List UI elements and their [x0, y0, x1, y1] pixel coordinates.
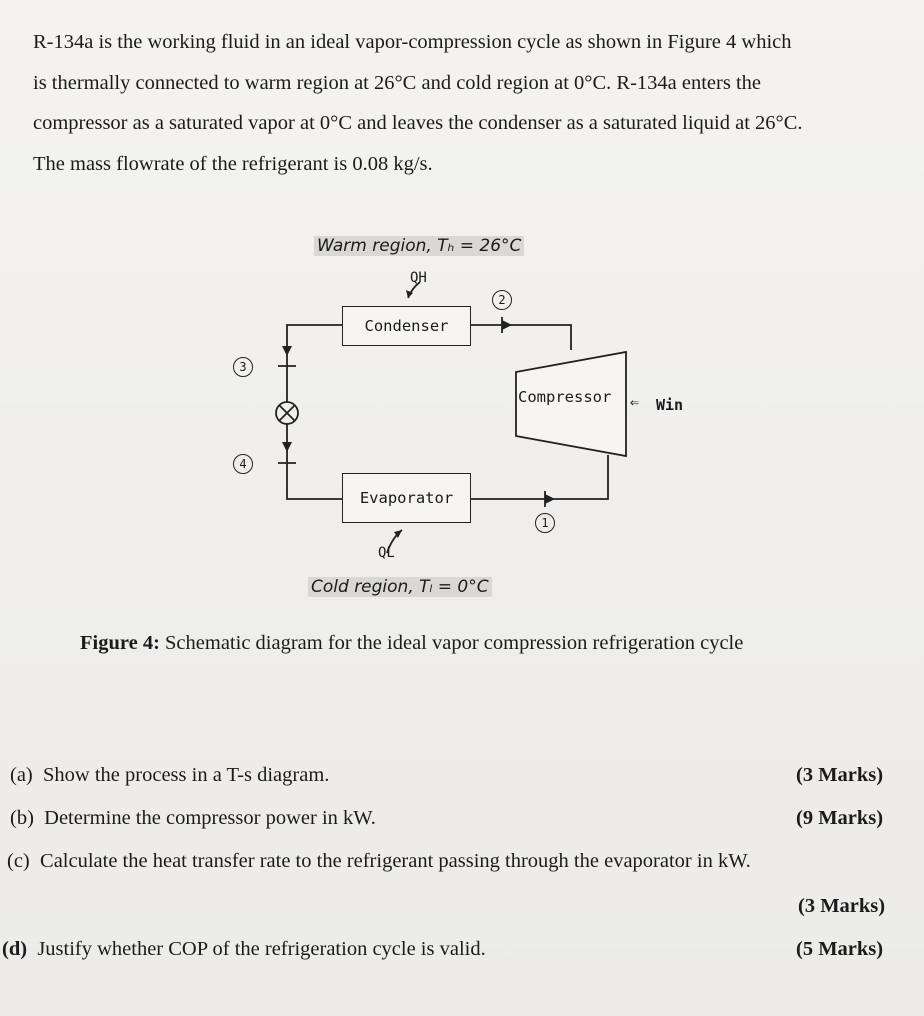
figure-caption-label: Figure 4:: [80, 632, 160, 654]
figure-caption: [80, 632, 743, 655]
question-c-text: Calculate the heat transfer rate to the refrigerant passing through the evaporator in kW.: [40, 850, 751, 872]
question-a: [10, 764, 329, 787]
state-3-marker: 3: [233, 357, 253, 377]
question-c-label: (c): [7, 850, 30, 872]
intro-line-1: R-134a is the working fluid in an ideal vapor-compression cycle as shown in Figure 4 which: [33, 31, 792, 53]
heat-rejected-label: QH: [410, 270, 427, 286]
warm-region-label: Warm region, Tₕ = 26°C: [314, 236, 524, 256]
question-d: [2, 938, 486, 961]
intro-line-2: is thermally connected to warm region at 26°C and cold region at 0°C. R-134a enters the: [33, 71, 762, 94]
heat-absorbed-label: QL: [378, 545, 395, 561]
state-2-marker: 2: [492, 290, 512, 310]
evaporator-box: [342, 473, 471, 523]
question-b-text: Determine the compressor power in kW.: [44, 807, 376, 829]
question-b: [10, 807, 376, 830]
question-d-text: Justify whether COP of the refrigeration cycle is valid.: [37, 938, 486, 960]
condenser-box: [342, 306, 471, 346]
condenser-label: Condenser: [364, 317, 449, 335]
question-d-marks: (5 Marks): [796, 938, 884, 960]
work-input-arrow: ⇐: [630, 393, 640, 411]
cold-region-label: Cold region, Tₗ = 0°C: [308, 577, 492, 597]
intro-line-3: compressor as a saturated vapor at 0°C and leaves the condenser as a saturated liquid at 26°C.: [33, 112, 803, 134]
state-1-marker: 1: [535, 513, 555, 533]
figure-caption-text: Schematic diagram for the ideal vapor compression refrigeration cycle: [159, 632, 744, 654]
state-4-marker: 4: [233, 454, 253, 474]
question-c-marks: (3 Marks): [798, 895, 886, 917]
question-c: [7, 850, 751, 873]
intro-line-4: The mass flowrate of the refrigerant is 0.08 kg/s.: [33, 152, 433, 175]
question-d-label: (d): [2, 938, 28, 960]
question-b-label: (b): [10, 807, 34, 829]
evaporator-label: Evaporator: [359, 489, 454, 507]
question-b-marks: (9 Marks): [796, 807, 884, 829]
question-a-label: (a): [10, 764, 33, 786]
question-a-marks: (3 Marks): [796, 764, 884, 786]
work-input-label: Win: [656, 396, 684, 414]
question-a-text: Show the process in a T-s diagram.: [43, 764, 330, 786]
compressor-label: Compressor: [518, 388, 612, 406]
